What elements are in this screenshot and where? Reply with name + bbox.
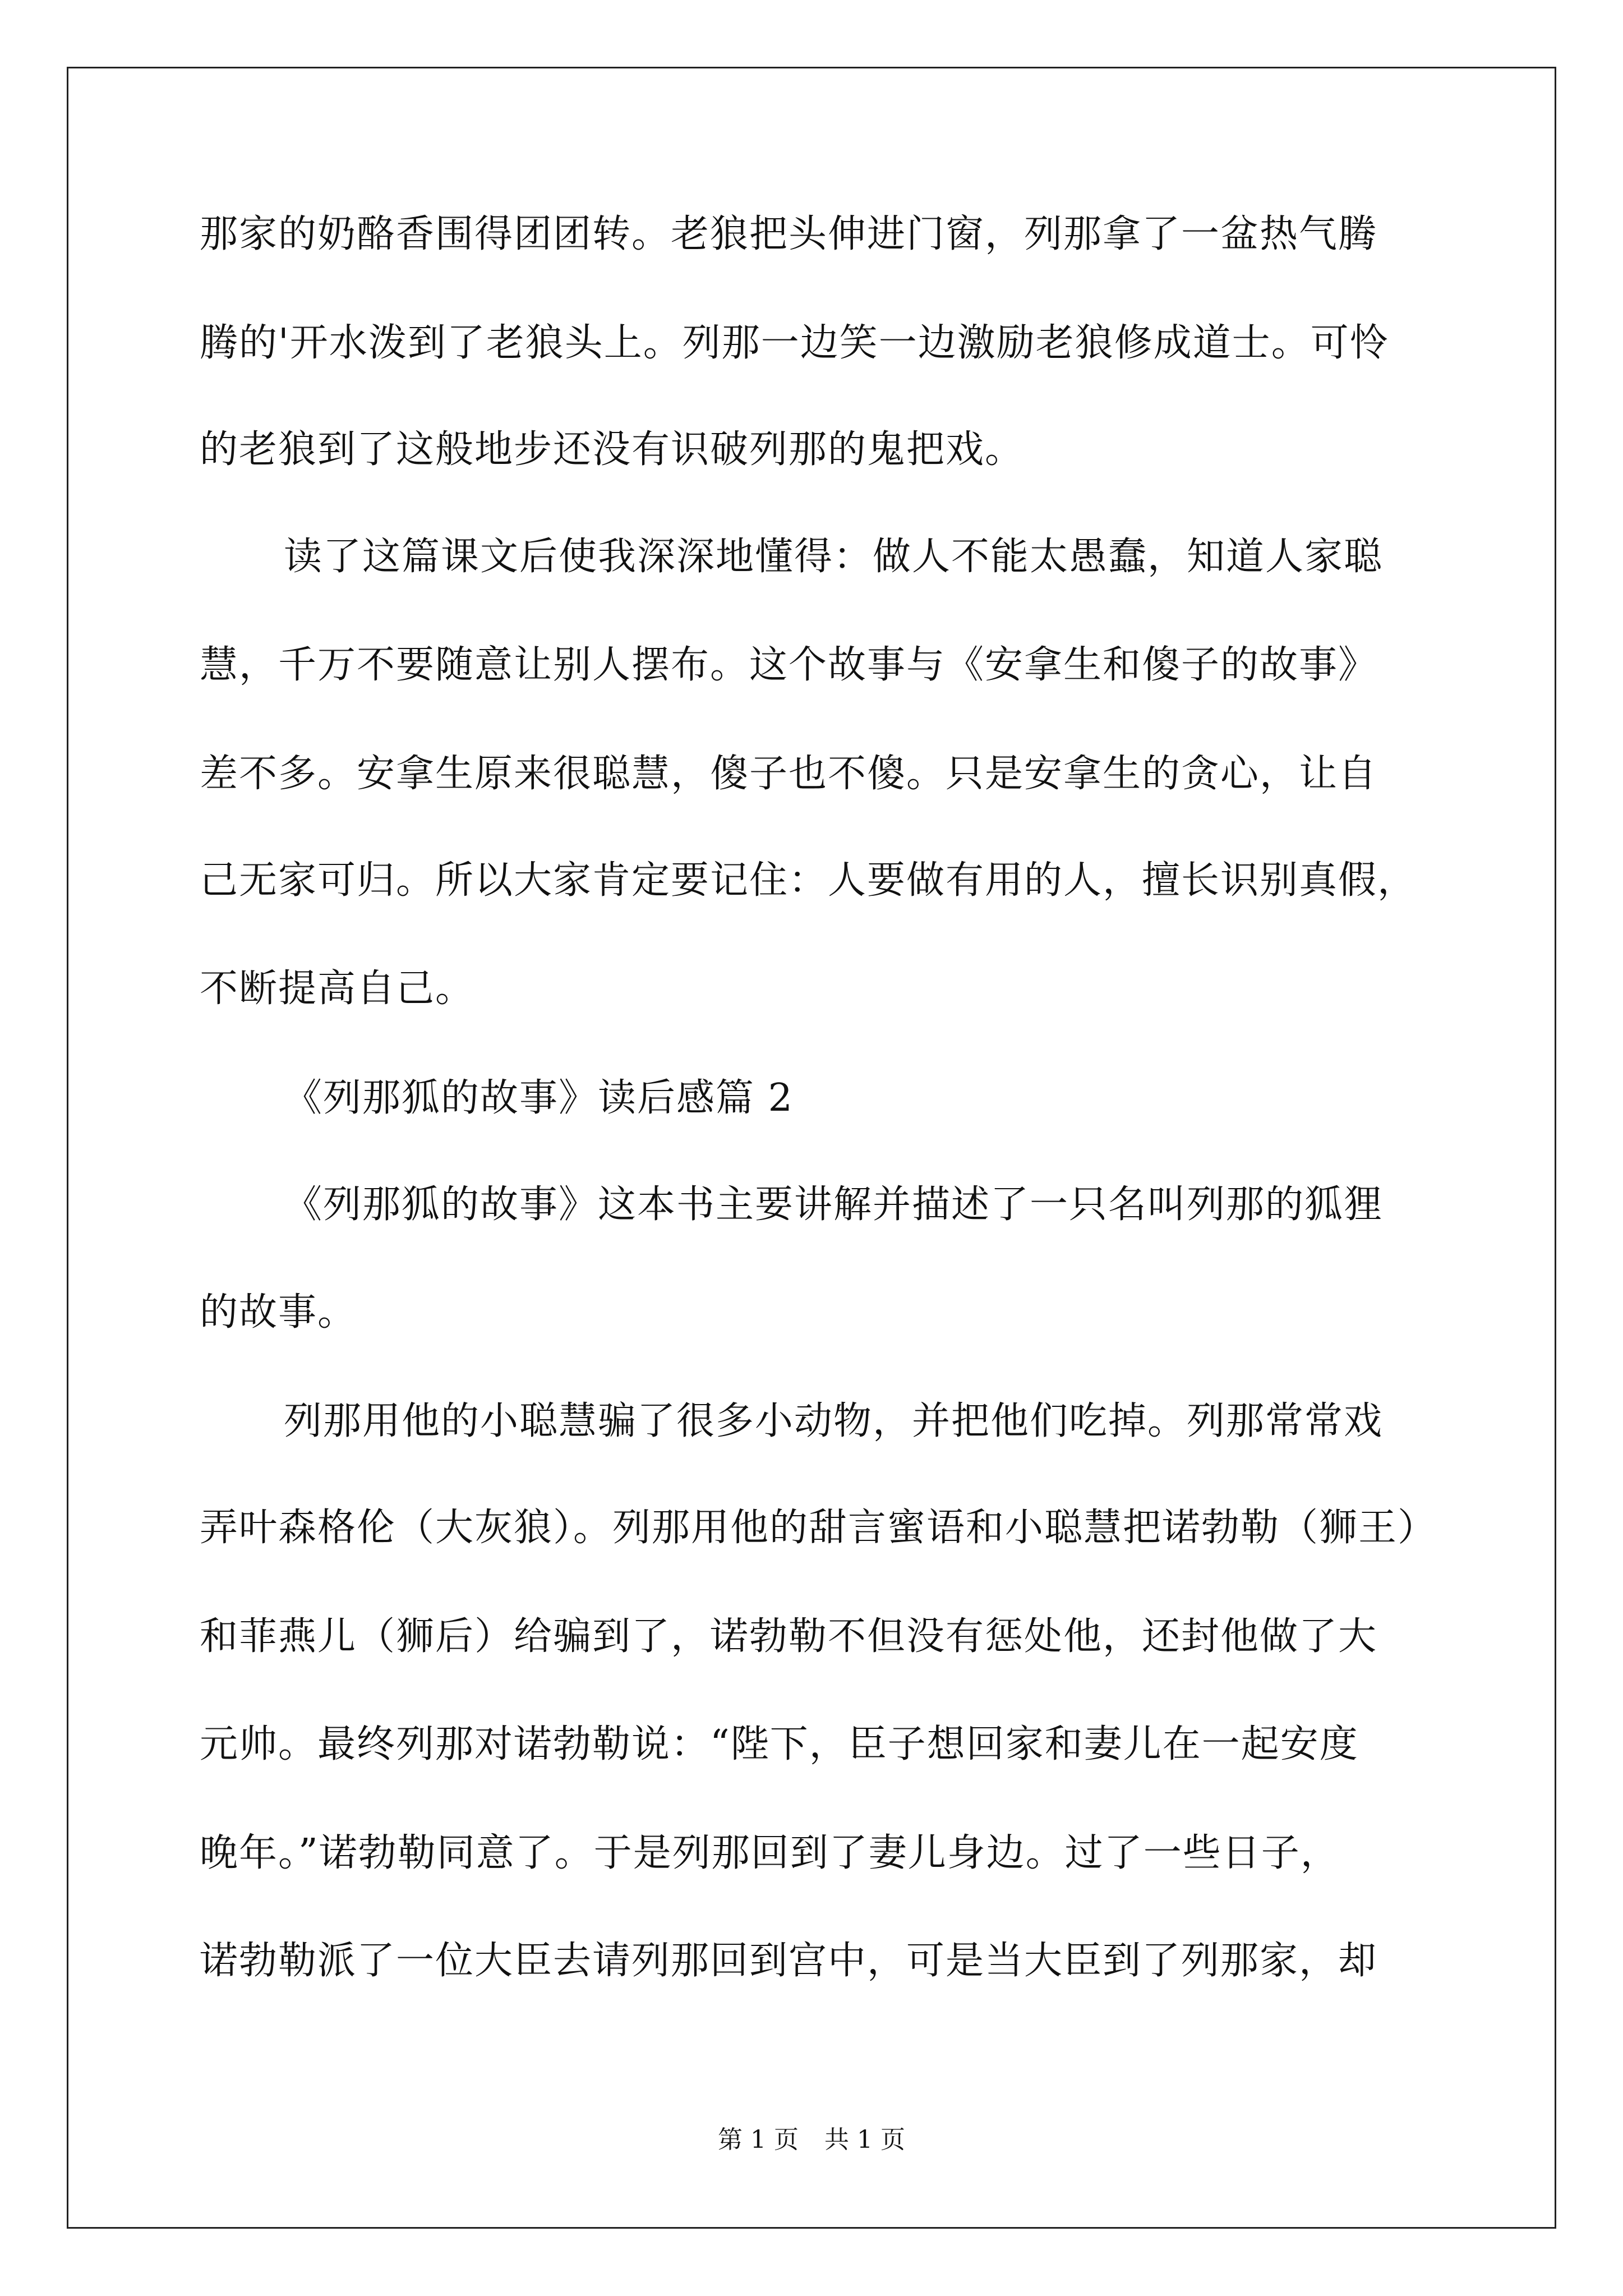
text-line: 元帅。最终列那对诺勃勒说：“陛下，臣子想回家和妻儿在一起安度 bbox=[200, 1722, 1359, 1766]
paragraph-start-line: 列那用他的小聪慧骗了很多小动物，并把他们吃掉。列那常常戏 bbox=[284, 1399, 1384, 1443]
page-footer bbox=[0, 2119, 1623, 2155]
text-line: 差不多。安拿生原来很聪慧，傻子也不傻。只是安拿生的贪心，让自 bbox=[200, 752, 1378, 796]
text-line: 的故事。 bbox=[200, 1290, 357, 1335]
text-line: 晚年。”诺勃勒同意了。于是列那回到了妻儿身边。过了一些日子， bbox=[200, 1831, 1340, 1875]
text-line: 那家的奶酪香围得团团转。老狼把头伸进门窗，列那拿了一盆热气腾 bbox=[200, 212, 1378, 256]
text-line: 和菲燕儿（狮后）给骗到了，诺勃勒不但没有惩处他，还封他做了大 bbox=[200, 1614, 1378, 1659]
text-line: 的老狼到了这般地步还没有识破列那的鬼把戏。 bbox=[200, 427, 1025, 472]
text-line: 诺勃勒派了一位大臣去请列那回到宫中，可是当大臣到了列那家，却 bbox=[200, 1939, 1378, 1983]
page-number-current: 第 1 页 bbox=[718, 2125, 799, 2154]
paragraph-start-line: 《列那狐的故事》这本书主要讲解并描述了一只名叫列那的狐狸 bbox=[284, 1182, 1384, 1227]
text-line: 不断提高自己。 bbox=[200, 967, 475, 1011]
text-line: 己无家可归。所以大家肯定要记住：人要做有用的人，擅长识别真假， bbox=[200, 858, 1417, 903]
page-border bbox=[67, 67, 1556, 2229]
section-heading: 《列那狐的故事》读后感篇 2 bbox=[284, 1076, 794, 1120]
text-line: 腾的'开水泼到了老狼头上。列那一边笑一边激励老狼修成道士。可怜 bbox=[200, 321, 1389, 365]
paragraph-start-line: 读了这篇课文后使我深深地懂得：做人不能太愚蠢，知道人家聪 bbox=[284, 535, 1384, 579]
text-line: 慧，千万不要随意让别人摆布。这个故事与《安拿生和傻子的故事》 bbox=[200, 643, 1378, 687]
text-line: 弄叶森格伦（大灰狼）。列那用他的甜言蜜语和小聪慧把诺勃勒（狮王） bbox=[200, 1506, 1437, 1550]
page-number-total: 共 1 页 bbox=[824, 2125, 905, 2154]
